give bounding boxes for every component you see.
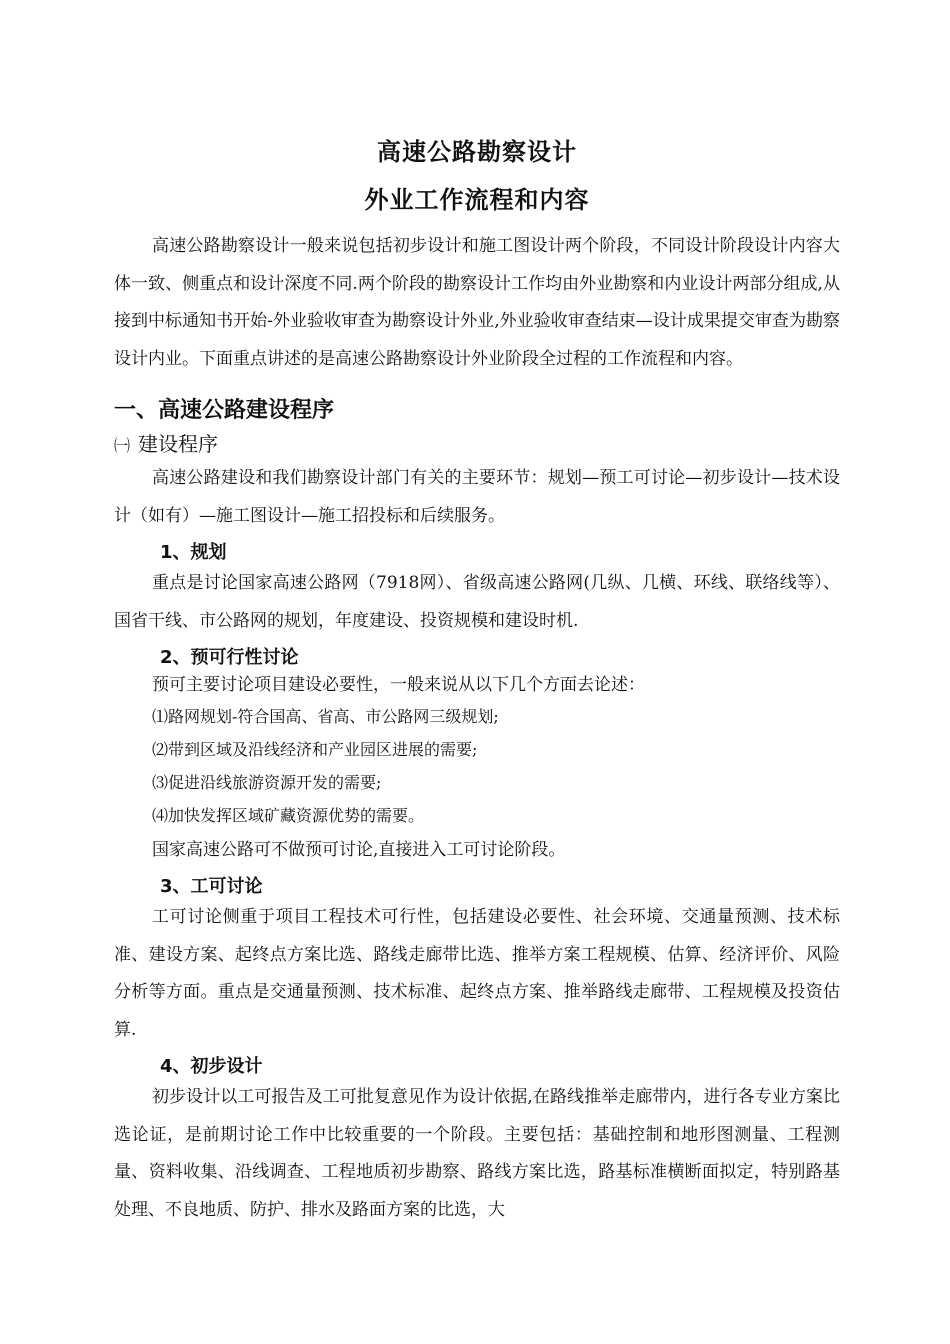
subsection-marker: ㈠ [114, 436, 131, 455]
part-2-heading: 2、预可行性讨论 [160, 647, 299, 668]
part-4-text: 初步设计以工可报告及工可批复意见作为设计依据,在路线推举走廊带内，进行各专业方案比选论证，是前期讨论工作中比较重要的一个阶段。主要包括：基础控制和地形图测量、工程测量、资料收集、沿线调查、工程地质初步勘察、路线方案比选，路基标准横断面拟定，特别路基处理、不良地质、防护、排水及路面方案的比选，大 [114, 1087, 840, 1220]
list-item: ⑴路网规划-符合国高、省高、市公路网三级规划; [152, 707, 499, 726]
part-2-note: 国家高速公路可不做预可讨论,直接进入工可讨论阶段。 [152, 840, 566, 860]
part-3-text: 工可讨论侧重于项目工程技术可行性，包括建设必要性、社会环境、交通量预测、技术标准、建设方案、起终点方案比选、路线走廊带比选、推举方案工程规模、估算、经济评价、风险分析等方面。重点是交通量预测、技术标准、起终点方案、推举路线走廊带、工程规模及投资估算. [114, 907, 840, 1040]
subsection-1-heading [114, 430, 840, 460]
document-title-line-1: 高速公路勘察设计 [377, 138, 577, 166]
document-body [114, 126, 840, 1229]
part-2-text: 预可主要讨论项目建设必要性，一般来说从以下几个方面去论述： [152, 675, 645, 695]
list-item: ⑵带到区域及沿线经济和产业园区进展的需要; [152, 740, 478, 759]
intro-paragraph: 高速公路勘察设计一般来说包括初步设计和施工图设计两个阶段，不同设计阶段设计内容大体一致、侧重点和设计深度不同.两个阶段的勘察设计工作均由外业勘察和内业设计两部分组成,从接到中标通知书开始-外业验收审查为勘察设计外业,外业验收审查结束—设计成果提交审查为勘察设计内业。下面重点讲述的是高速公路勘察设计外业阶段全过程的工作流程和内容。 [114, 236, 840, 369]
subsection-title: 建设程序 [138, 432, 219, 456]
part-4-heading: 4、初步设计 [160, 1056, 263, 1077]
section-1-heading: 一、高速公路建设程序 [114, 398, 335, 423]
document-title-line-2: 外业工作流程和内容 [364, 186, 590, 214]
subsection-1-text: 高速公路建设和我们勘察设计部门有关的主要环节：规划—预工可讨论—初步设计—技术设计（如有）—施工图设计—施工招投标和后续服务。 [114, 468, 840, 526]
part-1-text: 重点是讨论国家高速公路网（7918网）、省级高速公路网(几纵、几横、环线、联络线等）、国省干线、市公路网的规划，年度建设、投资规模和建设时机. [114, 573, 840, 631]
part-1-heading: 1、规划 [160, 542, 227, 563]
list-item: ⑷加快发挥区域矿藏资源优势的需要。 [152, 806, 425, 825]
list-item: ⑶促进沿线旅游资源开发的需要; [152, 773, 382, 792]
part-3-heading: 3、工可讨论 [160, 876, 263, 897]
